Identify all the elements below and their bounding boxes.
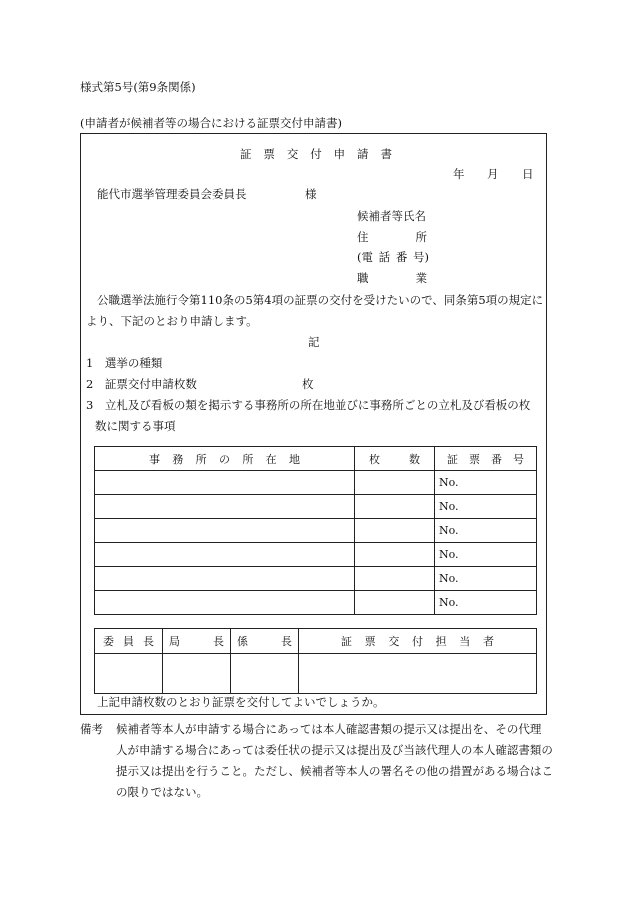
form-number: 様式第5号(第9条関係) [80,80,196,94]
office-count-cell[interactable] [355,519,435,543]
col-chairman: 委 員 長 [95,629,163,654]
table-row [95,495,537,519]
remarks-line4: の限りではない。 [116,785,208,799]
remarks-label: 備考 [80,722,103,736]
office-count-cell[interactable] [355,591,435,615]
office-count-cell[interactable] [355,567,435,591]
body-text-line2: より、下記のとおり申請します。 [86,314,258,328]
col-section-chief: 係 長 [231,629,299,654]
office-location-cell[interactable] [95,567,355,591]
applicant-name-label: 候補者等氏名 [357,209,426,223]
item-election-type: 1 選挙の種類 [86,356,163,370]
remarks-line1: 候補者等本人が申請する場合にあっては本人確認書類の提示又は提出を、その代理 [116,722,542,736]
approval-stamp-row [95,654,537,694]
col-director: 局 長 [163,629,231,654]
approval-table [94,628,537,694]
section-chief-stamp-cell[interactable] [231,654,299,694]
office-count-cell[interactable] [355,543,435,567]
approval-table-header [95,629,537,654]
certificate-number-cell[interactable]: No. [435,471,537,495]
col-count: 枚 数 [355,447,435,471]
applicant-occupation-label: 職 業 [357,271,427,285]
office-table-header [95,447,537,471]
certificate-number-cell[interactable]: No. [435,495,537,519]
office-location-cell[interactable] [95,471,355,495]
certificate-number-cell[interactable]: No. [435,519,537,543]
body-text-line1: 公職選挙法施行令第110条の5第4項の証票の交付を受けたいので、同条第5項の規定に [97,293,544,307]
remarks-line2: 人が申請する場合にあっては委任状の提示又は提出及び当該代理人の本人確認書類の [116,743,553,757]
table-row [95,591,537,615]
chairman-stamp-cell[interactable] [95,654,163,694]
date-year: 年 [453,167,465,181]
office-count-cell[interactable] [355,495,435,519]
form-subtitle: (申請者が候補者等の場合における証票交付申請書) [80,116,342,130]
table-row [95,543,537,567]
item-certificate-count: 2 証票交付申請枚数 [86,377,197,391]
applicant-phone-label: (電 話 番 号) [357,250,429,264]
date-month: 月 [487,167,499,181]
approval-note: 上記申請枚数のとおり証票を交付してよいでしょうか。 [97,695,385,709]
col-certificate-number: 証 票 番 号 [435,447,537,471]
certificate-number-cell[interactable]: No. [435,567,537,591]
remarks-line3: 提示又は提出を行うこと。ただし、候補者等本人の署名その他の措置がある場合はこ [116,764,553,778]
applicant-address-label: 住 所 [357,230,427,244]
table-row [95,567,537,591]
table-row [95,471,537,495]
director-stamp-cell[interactable] [163,654,231,694]
item-office-info-line2: 数に関する事項 [95,419,176,433]
form-title: 証 票 交 付 申 請 書 [240,147,392,161]
office-table [94,446,537,615]
col-office-location: 事 務 所 の 所 在 地 [95,447,355,471]
certificate-number-cell[interactable]: No. [435,543,537,567]
item-certificate-count-unit: 枚 [302,377,314,391]
col-certificate-officer: 証 票 交 付 担 当 者 [299,629,537,654]
ki-marker: 記 [308,335,320,349]
addressee-suffix: 様 [305,187,317,201]
date-day: 日 [522,167,534,181]
certificate-number-cell[interactable]: No. [435,591,537,615]
office-location-cell[interactable] [95,543,355,567]
office-location-cell[interactable] [95,591,355,615]
office-count-cell[interactable] [355,471,435,495]
office-location-cell[interactable] [95,519,355,543]
certificate-officer-stamp-cell[interactable] [299,654,537,694]
table-row [95,519,537,543]
office-location-cell[interactable] [95,495,355,519]
item-office-info-line1: 3 立札及び看板の類を掲示する事務所の所在地並びに事務所ごとの立札及び看板の枚 [86,398,531,412]
addressee: 能代市選挙管理委員会委員長 [97,187,247,201]
